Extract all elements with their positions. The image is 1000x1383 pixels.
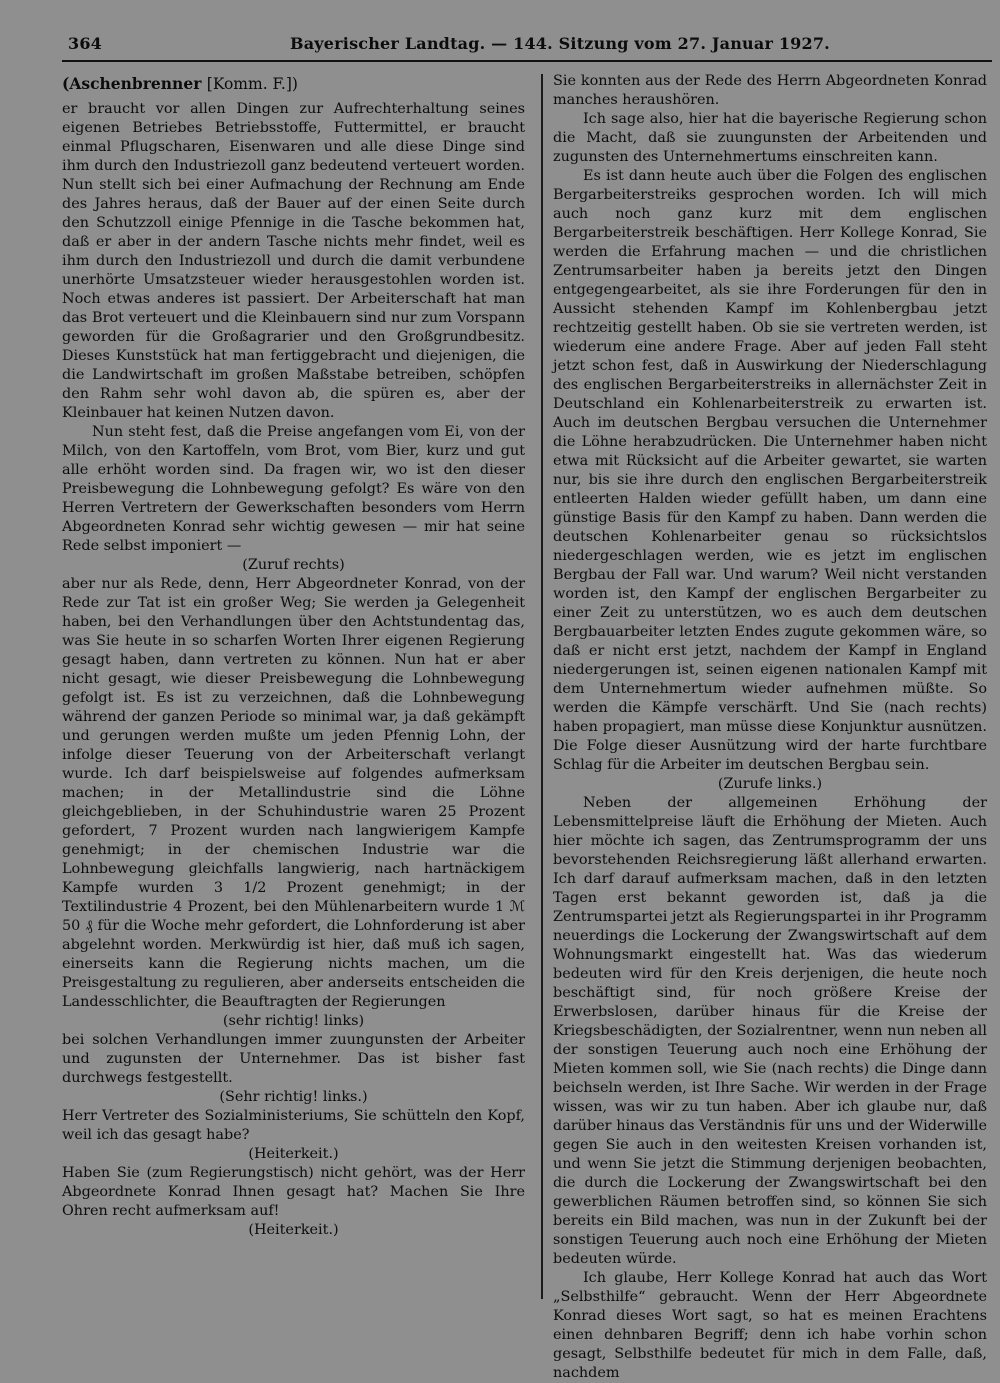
column-divider: [541, 74, 543, 1299]
paragraph: Nun steht fest, daß die Preise angefangen vom Ei, von der Milch, von den Kartoffeln, vom Brot, vom Bier, kurz und gut alle erhöht worden sind. Da fragen wir, wo ist den dieser Preisbewegung die Lohnbewegung gefolgt? Es wäre von den Herren Vertretern der Gewerkschaften besonders vom Herrn Abgeordneten Konrad sehr wichtig gewesen — mir hat seine Rede selbst imponiert —: [62, 424, 525, 554]
speaker-name: (Aschenbrenner: [62, 74, 202, 93]
paragraph: Ich glaube, Herr Kollege Konrad hat auch das Wort „Selbsthilfe“ gebraucht. Wenn der Herr Abgeordnete Konrad dieses Wort sagt, so hat es meinen Erachtens einen dehnbaren Begriff; denn ich habe vorhin schon gesagt, Selbsthilfe bedeutet für mich in dem Falle, daß, nachdem: [553, 1270, 987, 1381]
paragraph: er braucht vor allen Dingen zur Aufrechterhaltung seines eigenen Betriebes Betriebsstoffe, Futtermittel, er braucht einmal Pflugscharen, Eisenwaren und alle diese Dinge sind ihm durch den Industriezoll ganz bedeutend verteuert worden. Nun stellt sich bei einer Aufmachung der Rechnung am Ende des Jahres heraus, daß der Bauer auf der einen Seite durch den Schutzzoll einige Pfennige in die Tasche bekommen hat, daß er aber in der andern Tasche nichts mehr findet, weil es ihm durch den Industriezoll und durch die damit verbundene unerhörte Umsatzsteuer wieder herausgestohlen worden ist. Noch etwas anderes ist passiert. Der Arbeiterschaft hat man das Brot verteuert und die Kleinbauern sind nur zum Vorspann geworden für die Großagrarier und den Großgrundbesitz. Dieses Kunststück hat man fertiggebracht und diejenigen, die die Landwirtschaft im großen Maßstabe betreiben, schöpfen den Rahm sehr wohl davon ab, die spüren es, aber der Kleinbauer hat keinen Nutzen davon.: [62, 101, 525, 421]
paragraph: bei solchen Verhandlungen immer zuungunsten der Arbeiter und zugunsten der Unternehmer. Das ist bisher fast durchwegs festgestellt.: [62, 1032, 525, 1086]
interjection: (Sehr richtig! links.): [219, 1089, 368, 1105]
interjection: (Heiterkeit.): [248, 1146, 339, 1162]
paragraph: Sie konnten aus der Rede des Herrn Abgeordneten Konrad manches heraushören.: [553, 73, 987, 108]
page-number: 364: [68, 34, 102, 53]
paragraph: Neben der allgemeinen Erhöhung der Lebensmittelpreise läuft die Erhöhung der Mieten. Auch hier möchte ich sagen, das Zentrumsprogramm der uns bevorstehenden Reichsregierung läßt allerhand erwarten. Ich darf darauf aufmerksam machen, daß in den letzten Tagen erst bekannt geworden ist, daß ja die Zentrumspartei jetzt als Regierungspartei in ihr Programm neuerdings die Lockerung der Zwangswirtschaft auf dem Wohnungsmarkt eingestellt hat. Was das wiederum bedeuten wird für den Kreis derjenigen, die heute noch beschäftigt sind, für noch größere Kreise der Erwerbslosen, darüber hinaus für die Kreise der Kriegsbeschädigten, der Sozialrentner, wenn nun neben all der sonstigen Teuerung auch noch eine Erhöhung der Mieten kommen soll, wie Sie (nach rechts) die Dinge dann beichseln werden, ist Ihre Sache. Wir werden in der Frage wissen, was wir zu tun haben. Aber ich glaube nur, daß darüber hinaus das Verständnis für uns und der Widerwille gegen Sie auch in den weitesten Kreisen vorhanden ist, und wenn Sie jetzt die Stimmung derjenigen beobachten, die durch die Lockerung der Zwangswirtschaft bei den gewerblichen Räumen betroffen sind, so können Sie sich bereits ein Bild machen, was nun in der Zukunft bei der sonstigen Teuerung auch noch eine Erhöhung der Mieten bedeuten würde.: [553, 795, 987, 1267]
speaker-party: [Komm. F.]): [206, 75, 298, 93]
left-column: [62, 72, 525, 1240]
interjection: (Zuruf rechts): [242, 557, 345, 573]
interjection: (sehr richtig! links): [222, 1013, 365, 1029]
paragraph: Ich sage also, hier hat die bayerische Regierung schon die Macht, daß sie zuungunsten der Arbeitenden und zugunsten des Unternehmertums einschreiten kann.: [553, 111, 987, 165]
paragraph: Es ist dann heute auch über die Folgen des englischen Bergarbeiterstreiks gesprochen worden. Ich will mich auch noch ganz kurz mit dem englischen Bergarbeiterstreik beschäftigen. Herr Kollege Konrad, Sie werden die Erfahrung machen — und die christlichen Zentrumsarbeiter haben ja bereits jetzt den Dingen entgegengearbeitet, als sie ihre Forderungen für den in Aussicht stehenden Kampf im Kohlenbergbau jetzt rechtzeitig gestellt haben. Ob sie sie vertreten werden, ist wiederum eine andere Frage. Aber auf jeden Fall steht jetzt schon fest, daß in Auswirkung der Niederschlagung des englischen Bergarbeiterstreiks in allernächster Zeit in Deutschland ein Kohlenarbeiterstreik zu erwarten ist. Auch im deutschen Bergbau versuchen die Unternehmer die Löhne herabzudrücken. Die Unternehmer haben nicht etwa mit Rücksicht auf die Arbeiter gewartet, sie warten nur, bis sie ihre durch den englischen Bergarbeiterstreik entleerten Halden wieder gefüllt haben, um dann eine günstige Basis für den Kampf zu haben. Dann werden die deutschen Kohlenarbeiter genau so rücksichtslos niedergeschlagen werden, wie es jetzt im englischen Bergbau der Fall war. Und warum? Weil nicht verstanden worden ist, den Kampf der englischen Bergarbeiter zu einer Zeit zu unterstützen, wo es auch dem deutschen Bergbauarbeiter letzten Endes zugute gekommen wäre, so daß er nicht erst jetzt, nachdem der Kampf in England niedergerungen ist, seinen eigenen nationalen Kampf mit dem Unternehmertum wieder aufnehmen müßte. So werden die Kämpfe verschärft. Und Sie (nach rechts) haben propagiert, man müsse diese Konjunktur ausnützen. Die Folge dieser Ausnützung wird der harte furchtbare Schlag für die Arbeiter im deutschen Bergbau sein.: [553, 168, 987, 773]
interjection: (Zurufe links.): [717, 776, 823, 792]
paragraph: aber nur als Rede, denn, Herr Abgeordneter Konrad, von der Rede zur Tat ist ein großer Weg; Sie werden ja Gelegenheit haben, bei den Verhandlungen über den Achtstundentag das, was Sie heute in so scharfen Worten Ihrer eigenen Regierung gesagt haben, dann vertreten zu können. Nun hat er aber nicht gesagt, wie dieser Preisbewegung die Lohnbewegung gefolgt ist. Es ist zu verzeichnen, daß die Lohnbewegung während der ganzen Periode so minimal war, ja daß gekämpft und gerungen werden mußte um jeden Pfennig Lohn, der infolge dieser Teuerung von der Arbeiterschaft verlangt wurde. Ich darf beispielsweise auf folgendes aufmerksam machen; in der Metallindustrie sind die Löhne gleichgeblieben, in der Schuhindustrie waren 25 Prozent gefordert, 7 Prozent wurden nach langwierigem Kampfe genehmigt; in der chemischen Industrie war die Lohnbewegung gleichfalls langwierig, nach hartnäckigem Kampfe wurden 3 1/2 Prozent genehmigt; in der Textilindustrie 4 Prozent, bei den Mühlenarbeitern wurde 1 ℳ 50 ₰ für die Woche mehr gefordert, die Lohnforderung ist aber abgelehnt worden. Merkwürdig ist hier, daß muß ich sagen, einerseits kann die Regierung nichts machen, um die Preisgestaltung zu regulieren, aber anderseits entscheiden die Landesschlichter, die Beauftragten der Regierungen: [62, 576, 525, 1010]
paragraph: Herr Vertreter des Sozialministeriums, Sie schütteln den Kopf, weil ich das gesagt habe?: [62, 1108, 525, 1143]
speaker-heading: [62, 74, 525, 94]
page-header: [62, 34, 982, 58]
running-title: Bayerischer Landtag. — 144. Sitzung vom 27. Januar 1927.: [290, 34, 830, 53]
header-rule: [62, 60, 992, 62]
right-column: [553, 72, 987, 1383]
interjection: (Heiterkeit.): [248, 1222, 339, 1238]
paragraph: Haben Sie (zum Regierungstisch) nicht gehört, was der Herr Abgeordnete Konrad Ihnen gesagt hat? Machen Sie Ihre Ohren recht aufmerksam auf!: [62, 1165, 525, 1219]
